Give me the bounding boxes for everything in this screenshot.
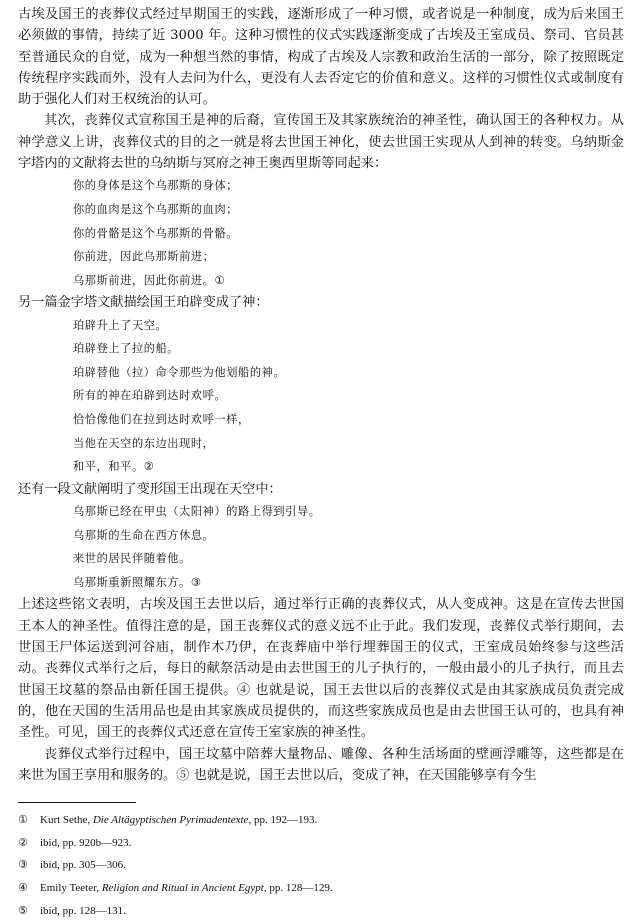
quote-line: 乌那斯重新照耀东方。③	[73, 575, 202, 589]
footnote: ④ Emily Teeter, Religion and Ritual in Ancient Egypt, pp. 128—129.	[18, 880, 333, 894]
quote-line: 你前进，因此乌那斯前进；	[73, 250, 215, 264]
quote-line: 来世的居民伴随着他。	[73, 552, 191, 566]
footnote: ② ibid, pp. 920b—923.	[18, 835, 132, 849]
quote-line: 你的血肉是这个乌那斯的血肉；	[73, 202, 239, 216]
quote-line: 恰恰像他们在拉到达时欢呼一样，	[73, 413, 250, 427]
footnote: ① Kurt Sethe, Die Altägyptischen Pyrimadentexte, pp. 192—193.	[18, 813, 318, 827]
quote-line: 当他在天空的东边出现时，	[73, 436, 215, 450]
footnote-divider	[18, 802, 136, 803]
book-page	[18, 4, 624, 922]
quote-line: 珀辟升上了天空。	[73, 318, 168, 332]
footnote: ③ ibid, pp. 305—306.	[18, 858, 126, 872]
quote-block-1	[18, 174, 624, 292]
quote-line: 珀辟登上了拉的船。	[73, 342, 180, 356]
paragraph-4: 还有一段文献阐明了变形国王出现在天空中：	[18, 481, 282, 497]
paragraph-1: 古埃及国王的丧葬仪式经过早期国王的实践，逐渐形成了一种习惯，或者说是一种制度，成为后来国王必须做的事情，持续了近 3000 年。这种习惯性的仪式实践逐渐变成了古埃及王室成员、祭司、官员甚至普通民众的自觉，成为一种想当然的事情，构成了古埃及人宗教和政治生活的一部分，除了按照既定传统程序实践而外，没有人去问为什么，更没有人去否定它的价值和意义。这样的习惯性仪式或制度有助于强化人们对王权统治的认可。	[18, 7, 624, 108]
quote-line: 珀辟替他（拉）命令那些为他划船的神。	[73, 365, 286, 379]
paragraph-3: 另一篇金字塔文献描绘国王珀辟变成了神：	[18, 295, 269, 311]
quote-block-2	[18, 314, 624, 479]
quote-line: 乌那斯的生命在西方休息。	[73, 528, 215, 542]
footnotes	[18, 809, 624, 922]
quote-line: 乌那斯已经在甲虫（太阳神）的路上得到引导。	[73, 505, 321, 519]
quote-line: 乌那斯前进，因此你前进。①	[73, 273, 226, 287]
quote-line: 你的身体是这个乌那斯的身体；	[73, 179, 239, 193]
paragraph-2: 其次，丧葬仪式宣称国王是神的后裔，宣传国王及其家族统治的神圣性，确认国王的各种权力。从神学意义上讲，丧葬仪式的目的之一就是将去世国王神化，使去世国王实现从人到神的转变。乌纳斯金字塔内的文献将去世的乌纳斯与冥府之神王奥西里斯等同起来：	[18, 113, 624, 172]
paragraph-5: 上述这些铭文表明，古埃及国王去世以后，通过举行正确的丧葬仪式，从人变成神。这是在宣传去世国王本人的神圣性。值得注意的是，国王丧葬仪式的意义远不止于此。我们发现，丧葬仪式举行期间，去世国王尸体运送到河谷庙，制作木乃伊，在丧葬庙中举行埋葬国王的仪式，王室成员始终参与这些活动。丧葬仪式举行之后，每日的献祭活动是由去世国王的儿子执行的，一般由最小的儿子执行，而且去世国王坟墓的祭品由新任国王提供。④ 也就是说，国王去世以后的丧葬仪式是由其家族成员负责完成的，他在天国的生活用品也是由其家族成员提供的，而这些家族成员也是由去世国王认可的，也具有神圣性。可见，国王的丧葬仪式还意在宣传王室家族的神圣性。	[18, 597, 624, 741]
quote-line: 和平，和平。②	[73, 460, 155, 474]
footnote: ⑤ ibid, pp. 128—131.	[18, 903, 126, 917]
quote-block-3	[18, 500, 624, 594]
quote-line: 所有的神在珀辟到达时欢呼。	[73, 389, 227, 403]
quote-line: 你的骨骼是这个乌那斯的骨骼。	[73, 226, 239, 240]
paragraph-6: 丧葬仪式举行过程中，国王坟墓中陪葬大量物品、雕像、各种生活场面的壁画浮雕等，这些都是在来世为国王享用和服务的。⑤ 也就是说，国王去世以后，变成了神，在天国能够享有今生	[18, 746, 624, 783]
